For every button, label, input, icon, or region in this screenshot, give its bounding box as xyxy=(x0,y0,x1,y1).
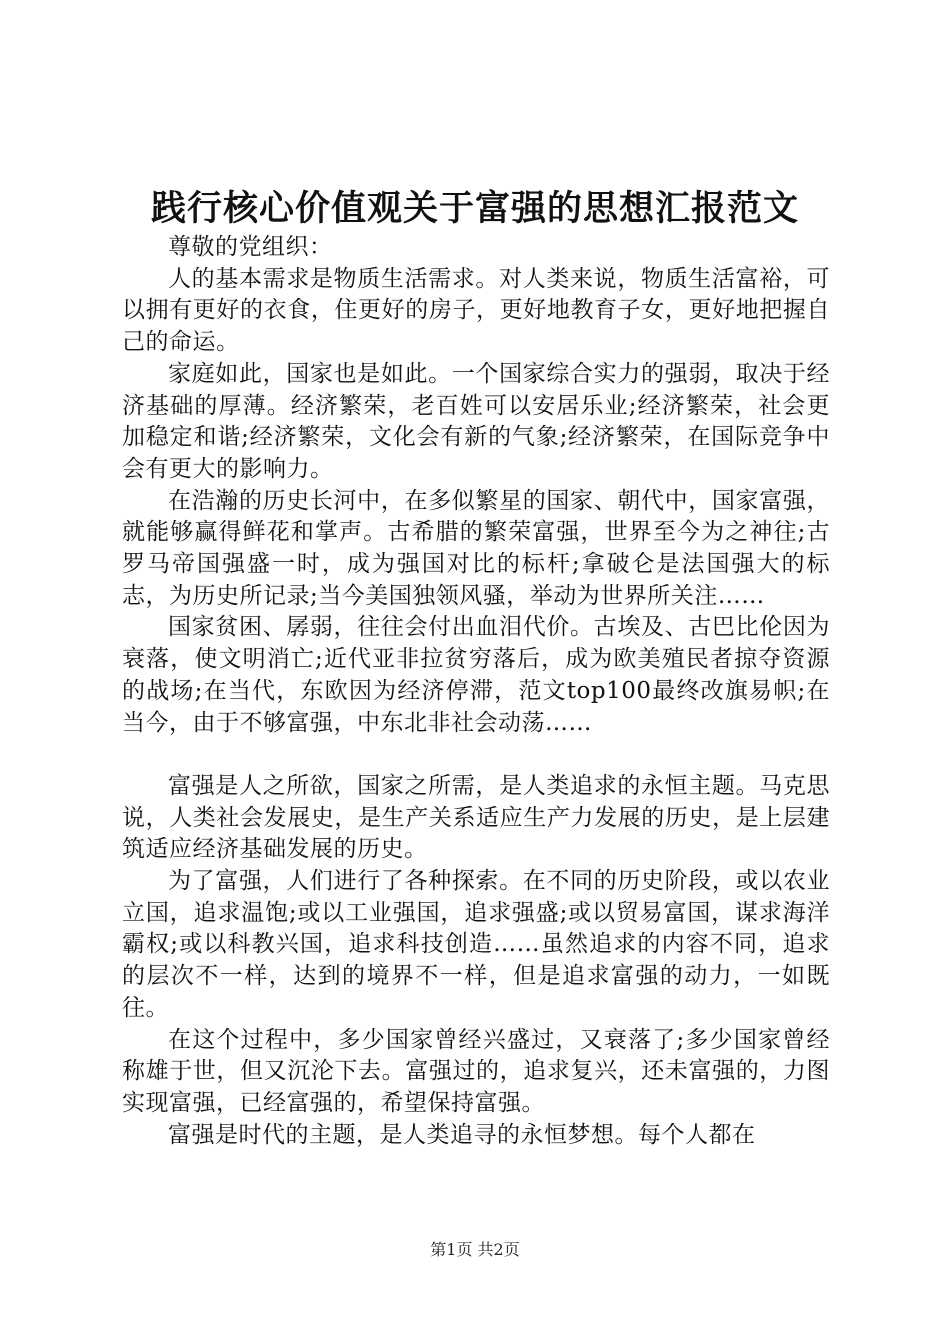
document-title: 践行核心价值观关于富强的思想汇报范文 xyxy=(150,189,799,229)
page-indicator: 第1页 共2页 xyxy=(430,1240,520,1259)
paragraph: 家庭如此，国家也是如此。一个国家综合实力的强弱，取决于经济基础的厚薄。经济繁荣，老百姓可以安居乐业;经济繁荣，社会更加稳定和谐;经济繁荣，文化会有新的气象;经济繁荣，在国际竞争中会有更大的影响力。 xyxy=(122,360,830,482)
paragraph: 人的基本需求是物质生活需求。对人类来说，物质生活富裕，可以拥有更好的衣食，住更好的房子，更好地教育子女，更好地把握自己的命运。 xyxy=(122,265,830,356)
paragraph: 在浩瀚的历史长河中，在多似繁星的国家、朝代中，国家富强，就能够赢得鲜花和掌声。古希腊的繁荣富强，世界至今为之神往;古罗马帝国强盛一时，成为强国对比的标杆;拿破仑是法国强大的标志，为历史所记录;当今美国独领风骚，举动为世界所关注…… xyxy=(122,487,830,609)
paragraph: 为了富强，人们进行了各种探索。在不同的历史阶段，或以农业立国，追求温饱;或以工业强国，追求强盛;或以贸易富国，谋求海洋霸权;或以科教兴国，追求科技创造……虽然追求的内容不同，追求的层次不一样，达到的境界不一样，但是追求富强的动力，一如既往。 xyxy=(122,868,830,1021)
paragraph: 国家贫困、孱弱，往往会付出血泪代价。古埃及、古巴比伦因为衰落，使文明消亡;近代亚非拉贫穷落后，成为欧美殖民者掠夺资源的战场;在当代，东欧因为经济停滞，范文top100最终改旗易帜;在当今，由于不够富强，中东北非社会动荡…… xyxy=(122,614,830,736)
salutation: 尊敬的党组织： xyxy=(168,234,333,260)
paragraph: 富强是时代的主题，是人类追寻的永恒梦想。每个人都在 xyxy=(168,1121,756,1148)
document-body xyxy=(122,232,830,1151)
page-footer xyxy=(0,1240,950,1260)
paragraph: 在这个过程中，多少国家曾经兴盛过，又衰落了;多少国家曾经称雄于世，但又沉沦下去。富强过的，追求复兴，还未富强的，力图实现富强，已经富强的，希望保持富强。 xyxy=(122,1026,830,1116)
paragraph: 富强是人之所欲，国家之所需，是人类追求的永恒主题。马克思说，人类社会发展史，是生产关系适应生产力发展的历史，是上层建筑适应经济基础发展的历史。 xyxy=(122,772,830,863)
